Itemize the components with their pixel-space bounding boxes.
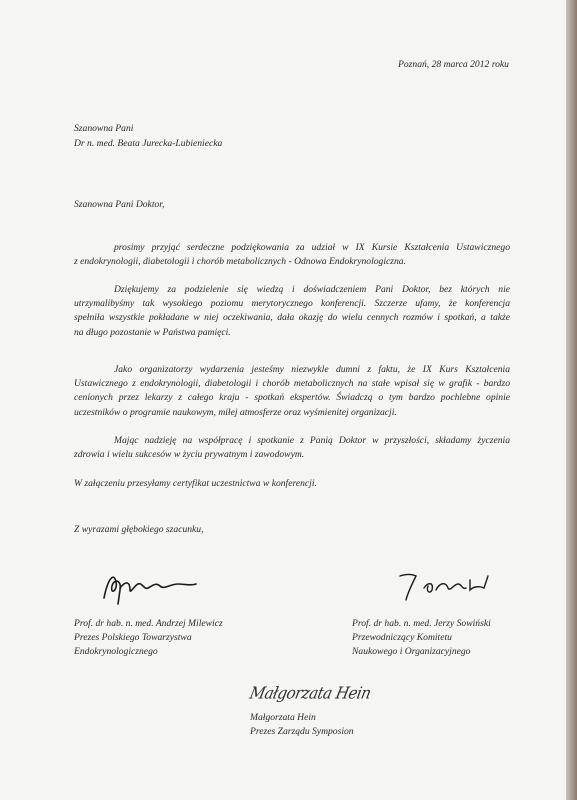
signature-sowinski [396,568,492,604]
place-date: Poznań, 28 marca 2012 roku [398,59,509,70]
paragraph-3-line-3: cenionych przez lekarzy z całego kraju - spotkań ekspertów. Świadczą o tym bardzo pochlebne opinie [74,392,510,404]
paragraph-3-line-2: Ustawicznego z endokrynologii, diabetologii i chorób metabolicznych na stałe wpisał się w grafik - bardzo [74,378,510,390]
paragraph-3 [74,363,510,420]
salutation: Szanowna Pani Doktor, [74,199,165,210]
paragraph-3-line-4: uczestników o programie naukowym, miłej atmosferze oraz wyśmienitej organizacji. [74,406,397,418]
signature-hein-text: Małgorzata Hein [247,683,373,703]
paragraph-2-line-1: Dziękujemy za podzielenie się wiedzą i doświadczeniem Pani Doktor, bez których nie [114,284,510,295]
signatory-2-line-1: Prof. dr hab. n. med. Jerzy Sowiński [352,618,491,629]
signatory-1 [74,617,223,659]
signatory-1-line-3: Endokrynologicznego [74,646,158,657]
paragraph-2-line-2: utrzymalibyśmy tak wysokiego poziomu merytorycznego konferencji. Szczerze ufamy, że konferencja [74,298,510,310]
signatory-3-line-1: Małgorzata Hein [250,712,316,723]
signatory-3 [250,711,354,739]
paragraph-4-line-1: Mając nadzieję na współpracę i spotkanie z Panią Doktor w przyszłości, składamy życzenia [114,435,510,446]
signatory-1-line-1: Prof. dr hab. n. med. Andrzej Milewicz [74,618,223,629]
paragraph-2 [74,283,510,340]
paragraph-2-line-4: na długo pozostanie w Państwa pamięci. [74,326,231,338]
paragraph-1-line-1: prosimy przyjąć serdeczne podziękowania za udział w IX Kursie Kształcenia Ustawicznego [114,242,510,253]
signatory-3-line-2: Prezes Zarządu Symposion [250,726,354,737]
signatory-1-line-2: Prezes Polskiego Towarzystwa [74,632,192,643]
paragraph-4 [74,434,510,462]
attachment-note: W załączeniu przesyłamy certyfikat uczestnictwa w konferencji. [74,478,317,489]
signatory-2-line-3: Naukowego i Organizacyjnego [352,646,471,657]
paragraph-3-line-1: Jako organizatorzy wydarzenia jesteśmy niezwykle dumni z faktu, że IX Kurs Kształcenia [114,364,510,375]
signature-milewicz [100,568,200,606]
paragraph-4-line-2: zdrowia i wielu sukcesów w życiu prywatnym i zawodowym. [74,449,305,461]
paragraph-2-line-3: spełniła wszystkie pokładane w niej oczekiwania, dała okazję do wielu cennych rozmów i spotkań, a także [74,312,510,324]
paragraph-1 [74,241,510,269]
signature-hein [247,683,373,703]
recipient-line-2: Dr n. med. Beata Jurecka-Lubieniecka [74,138,223,149]
paragraph-1-line-2: z endokrynologii, diabetologii i chorób metabolicznych - Odnowa Endokrynologiczna. [74,256,407,268]
signatory-2 [352,617,491,659]
recipient-line-1: Szanowna Pani [74,123,134,134]
signatory-2-line-2: Przewodniczący Komitetu [352,632,452,643]
paper-edge-shadow [566,0,577,800]
closing: Z wyrazami głębokiego szacunku, [74,524,204,535]
